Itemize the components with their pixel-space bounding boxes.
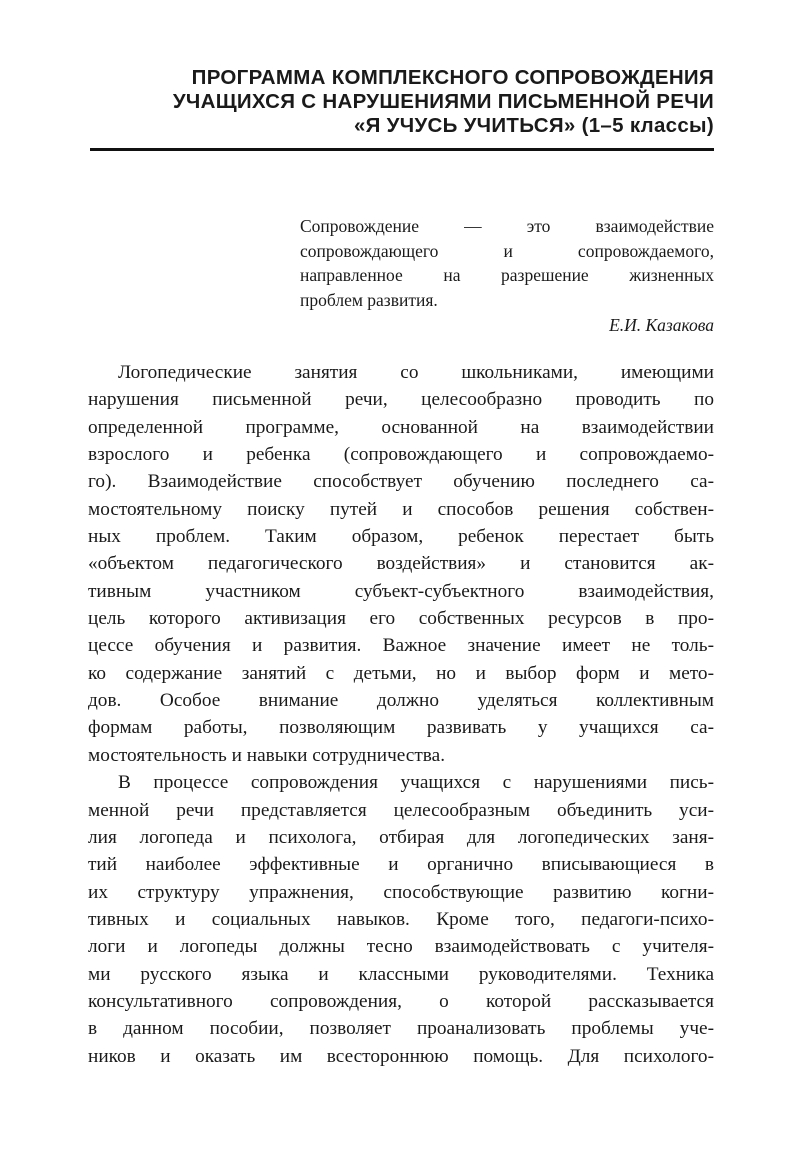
body-line: тивным участником субъект-субъектного взаимодействия, bbox=[88, 580, 714, 602]
epigraph-line: проблем развития. bbox=[300, 290, 438, 311]
body-line: цессе обучения и развития. Важное значение имеет не толь- bbox=[88, 635, 714, 657]
body-line: менной речи представляется целесообразным объединить уси- bbox=[88, 799, 714, 821]
title-line: УЧАЩИХСЯ С НАРУШЕНИЯМИ ПИСЬМЕННОЙ РЕЧИ bbox=[172, 90, 714, 113]
epigraph-line: направленное на разрешение жизненных bbox=[300, 265, 714, 286]
epigraph-line: сопровождающего и сопровождаемого, bbox=[300, 240, 714, 261]
body-line: в данном пособии, позволяет проанализовать проблемы уче- bbox=[88, 1018, 714, 1040]
body-line: дов. Особое внимание должно уделяться коллективным bbox=[88, 690, 714, 712]
epigraph bbox=[300, 214, 714, 338]
body-line: Логопедические занятия со школьниками, имеющими bbox=[118, 362, 714, 383]
body-line: ников и оказать им всестороннюю помощь. Для психолого- bbox=[88, 1045, 714, 1067]
title-rule bbox=[90, 148, 714, 151]
body-text bbox=[88, 359, 714, 1070]
body-line: консультативного сопровождения, о которой рассказывается bbox=[88, 990, 714, 1012]
body-line: тивных и социальных навыков. Кроме того, педагоги-психо- bbox=[88, 908, 714, 930]
body-line: В процессе сопровождения учащихся с нарушениями пись- bbox=[118, 772, 714, 794]
body-line: взрослого и ребенка (сопровождающего и сопровождаемо- bbox=[88, 444, 714, 466]
chapter-title bbox=[88, 66, 714, 138]
body-line: мостоятельному поиску путей и способов решения собствен- bbox=[88, 498, 714, 520]
body-line: формам работы, позволяющим развивать у учащихся са- bbox=[88, 717, 714, 739]
body-line: лия логопеда и психолога, отбирая для логопедических заня- bbox=[88, 826, 714, 848]
title-line: «Я УЧУСЬ УЧИТЬСЯ» (1–5 классы) bbox=[353, 114, 714, 137]
body-line: логи и логопеды должны тесно взаимодействовать с учителя- bbox=[88, 936, 714, 958]
body-line: цель которого активизация его собственных ресурсов в про- bbox=[88, 608, 714, 630]
body-line: тий наиболее эффективные и органично вписывающиеся в bbox=[88, 854, 714, 876]
body-line: ных проблем. Таким образом, ребенок перестает быть bbox=[88, 526, 714, 548]
body-line: их структуру упражнения, способствующие развитию когни- bbox=[88, 881, 714, 903]
body-line: мостоятельность и навыки сотрудничества. bbox=[88, 744, 446, 766]
body-line: «объектом педагогического воздействия» и становится ак- bbox=[88, 553, 714, 575]
body-line: определенной программе, основанной на взаимодействии bbox=[88, 416, 714, 438]
epigraph-line: Сопровождение — это взаимодействие bbox=[300, 216, 714, 236]
epigraph-author: Е.И. Казакова bbox=[609, 314, 714, 335]
body-line: ко содержание занятий с детьми, но и выбор форм и мето- bbox=[88, 662, 714, 684]
body-line: ми русского языка и классными руководителями. Техника bbox=[88, 963, 714, 985]
title-line: ПРОГРАММА КОМПЛЕКСНОГО СОПРОВОЖДЕНИЯ bbox=[191, 66, 714, 89]
body-line: го). Взаимодействие способствует обучению последнего са- bbox=[88, 471, 714, 493]
body-line: нарушения письменной речи, целесообразно проводить по bbox=[88, 389, 714, 411]
